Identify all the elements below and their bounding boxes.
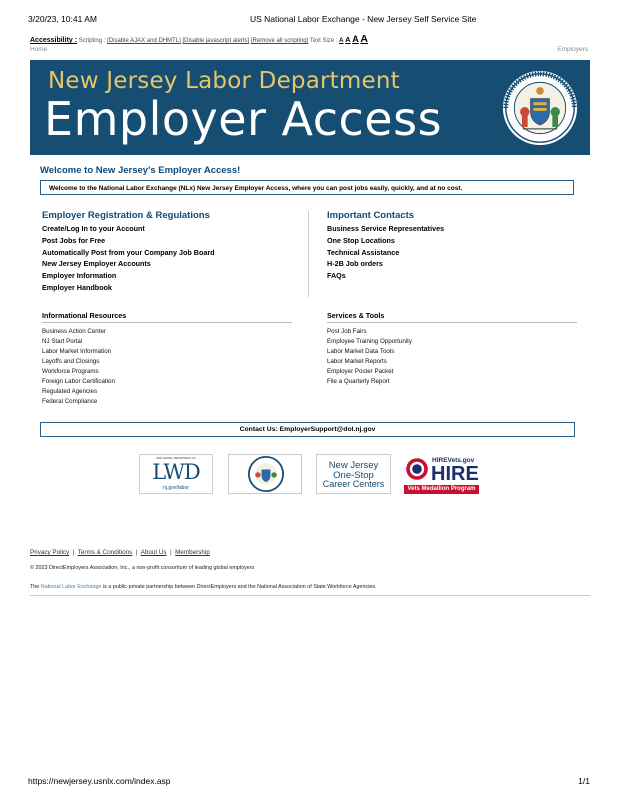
- contact-us-box[interactable]: Contact Us: EmployerSupport@dol.nj.gov: [40, 422, 575, 437]
- registration-title: Employer Registration & Regulations: [42, 210, 210, 221]
- accessibility-bar: [30, 33, 368, 45]
- text-size-label: Text Size :: [309, 38, 338, 44]
- post-job-fairs-link[interactable]: Post Job Fairs: [327, 328, 367, 335]
- contacts-title: Important Contacts: [327, 210, 415, 221]
- nj-employer-accounts-link[interactable]: New Jersey Employer Accounts: [42, 259, 151, 269]
- text-size-s[interactable]: A: [345, 35, 351, 44]
- services-section: [327, 311, 577, 387]
- business-action-center-link[interactable]: Business Action Center: [42, 328, 106, 335]
- business-service-reps-link[interactable]: Business Service Representatives: [327, 224, 445, 233]
- partnership-text: [30, 584, 377, 590]
- copyright: © 2023 DirectEmployers Association, Inc., a non-profit consortium of leading global employers: [30, 565, 255, 571]
- employee-training-link[interactable]: Employee Training Opportunity: [327, 338, 412, 345]
- post-jobs-link[interactable]: Post Jobs for Free: [42, 235, 106, 245]
- welcome-title: Welcome to New Jersey's Employer Access!: [40, 165, 241, 176]
- lwd-logo-text: LWD: [152, 460, 200, 484]
- one-stop-line2: One-Stop: [333, 469, 374, 481]
- column-divider: [308, 211, 309, 297]
- disable-alerts-link[interactable]: [Disable javascript alerts]: [182, 38, 250, 44]
- hirevets-logo[interactable]: [404, 454, 479, 494]
- workforce-programs-link[interactable]: Workforce Programs: [42, 368, 99, 375]
- quarterly-report-link[interactable]: File a Quarterly Report: [327, 378, 390, 385]
- federal-compliance-link[interactable]: Federal Compliance: [42, 398, 98, 405]
- labor-market-info-link[interactable]: Labor Market Information: [42, 348, 112, 355]
- hirevets-main: HIRE: [431, 463, 479, 485]
- national-labor-exchange-link[interactable]: National Labor Exchange: [40, 584, 102, 590]
- remove-scripting-link[interactable]: [Remove all scripting]: [250, 38, 309, 44]
- info-resources-section: [42, 311, 292, 407]
- partnership-pre: The: [30, 584, 40, 590]
- text-size-xs[interactable]: A: [339, 38, 344, 44]
- labor-market-tools-link[interactable]: Labor Market Data Tools: [327, 348, 395, 355]
- registration-section: [42, 210, 215, 294]
- privacy-policy-link[interactable]: Privacy Policy: [30, 549, 70, 556]
- one-stop-line3: Career Centers: [322, 479, 385, 489]
- hirevets-top: HIREVets.gov: [432, 457, 475, 464]
- terms-link[interactable]: Terms & Conditions: [77, 549, 133, 556]
- print-footer: [28, 776, 590, 786]
- contacts-links: [327, 223, 444, 282]
- welcome-message: Welcome to the National Labor Exchange (NLx) New Jersey Employer Access, where you can post jobs easily, quickly, and at no cost.: [40, 180, 574, 195]
- hirevets-bottom: Vets Medallion Program: [404, 485, 479, 494]
- text-size-m[interactable]: A: [352, 34, 359, 44]
- employer-handbook-link[interactable]: Employer Handbook: [42, 282, 112, 292]
- text-size-l[interactable]: A: [360, 33, 369, 45]
- state-seal-logo[interactable]: [228, 454, 302, 494]
- lwd-logo[interactable]: [139, 454, 213, 494]
- foreign-labor-cert-link[interactable]: Foreign Labor Certification: [42, 378, 115, 385]
- scripting-label: Scripting :: [78, 38, 106, 44]
- state-seal-icon: [248, 456, 284, 492]
- registration-links: [42, 223, 215, 294]
- print-datetime: 3/20/23, 10:41 AM: [28, 14, 97, 24]
- banner-title: Employer Access: [44, 92, 443, 146]
- print-url: https://newjersey.usnlx.com/index.asp: [28, 776, 171, 786]
- contacts-section: [327, 210, 444, 282]
- labor-market-reports-link[interactable]: Labor Market Reports: [327, 358, 387, 365]
- nj-start-portal-link[interactable]: NJ Start Portal: [42, 338, 83, 345]
- lwd-logo-sub: nj.gov/labor: [163, 485, 189, 491]
- regulated-agencies-link[interactable]: Regulated Agencies: [42, 388, 98, 395]
- print-page-title: US National Labor Exchange - New Jersey Self Service Site: [250, 14, 477, 24]
- employer-information-link[interactable]: Employer Information: [42, 271, 117, 281]
- faqs-link[interactable]: FAQs: [327, 271, 346, 281]
- banner-subtitle: New Jersey Labor Department: [48, 68, 400, 94]
- partnership-post: is a public-private partnership between DirectEmployers and the National Association of State Workforce Agencies.: [102, 584, 377, 590]
- one-stop-locations-link[interactable]: One Stop Locations: [327, 235, 395, 245]
- hirevets-medal-icon: [405, 457, 429, 481]
- h2b-job-orders-link[interactable]: H-2B Job orders: [327, 259, 383, 269]
- technical-assistance-link[interactable]: Technical Assistance: [327, 247, 400, 257]
- employer-poster-packet-link[interactable]: Employer Poster Packet: [327, 368, 394, 375]
- layoffs-closings-link[interactable]: Layoffs and Closings: [42, 358, 100, 365]
- create-login-link[interactable]: Create/Log In to your Account: [42, 224, 145, 233]
- auto-post-link[interactable]: Automatically Post from your Company Job Board: [42, 247, 215, 257]
- print-page-number: 1/1: [578, 776, 590, 786]
- info-resources-links: [42, 327, 292, 407]
- membership-link[interactable]: Membership: [175, 549, 210, 556]
- banner: [30, 60, 590, 155]
- breadcrumb-home[interactable]: Home: [30, 46, 48, 53]
- lwd-top-text: NEW JERSEY DEPARTMENT OF: [156, 457, 196, 460]
- breadcrumb-employers[interactable]: Employers: [557, 46, 588, 53]
- nj-state-seal-icon: [502, 70, 578, 146]
- breadcrumb: [30, 46, 588, 53]
- accessibility-label: Accessibility :: [30, 37, 78, 44]
- disable-ajax-link[interactable]: [Disable AJAX and DHMTL]: [107, 38, 181, 44]
- footer-divider: [30, 595, 590, 596]
- services-links: [327, 327, 577, 387]
- footer-links: Privacy Policy | Terms & Conditions | About Us | Membership: [30, 549, 210, 556]
- one-stop-logo[interactable]: [316, 454, 391, 494]
- services-title: Services & Tools: [327, 311, 577, 323]
- info-resources-title: Informational Resources: [42, 311, 292, 323]
- about-us-link[interactable]: About Us: [140, 549, 167, 556]
- one-stop-line1: New Jersey: [328, 460, 379, 471]
